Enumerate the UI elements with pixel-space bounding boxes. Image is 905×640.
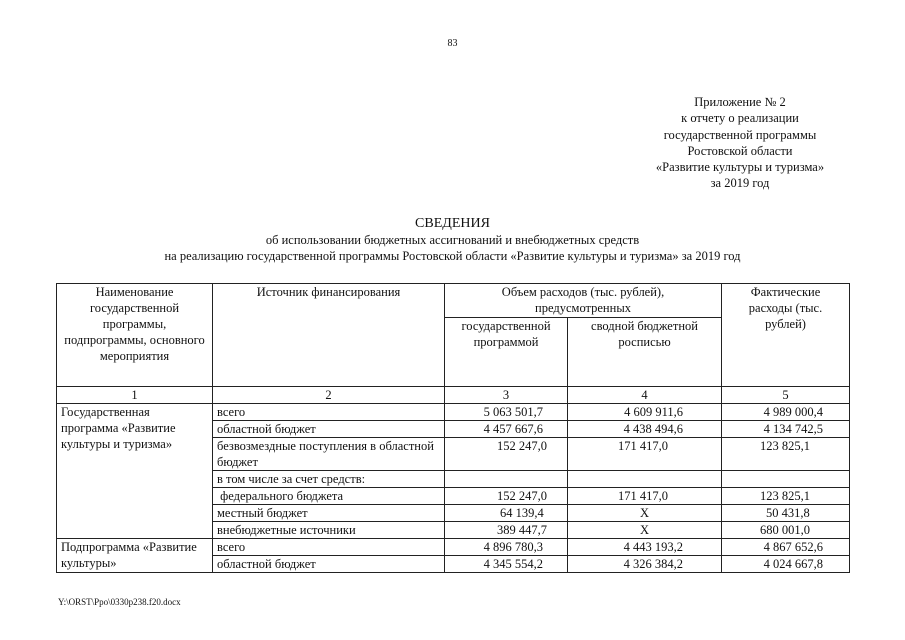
appendix-line: за 2019 год — [710, 176, 770, 191]
gov-program-value: 5 063 501,7 — [445, 404, 568, 421]
source-cell: внебюджетные источники — [213, 522, 445, 539]
actual-value: 4 024 667,8 — [722, 556, 850, 573]
budget-list-value: X — [568, 505, 722, 522]
actual-value: 4 867 652,6 — [722, 539, 850, 556]
source-cell: федерального бюджета — [213, 488, 445, 505]
header-gov-program: государственной программой — [445, 318, 568, 387]
actual-value: 50 431,8 — [722, 505, 850, 522]
actual-value: 680 001,0 — [722, 522, 850, 539]
actual-value — [722, 471, 850, 488]
table-row — [57, 539, 850, 556]
header-source: Источник финансирования — [213, 284, 445, 387]
column-index: 2 — [213, 387, 445, 404]
header-budget-list: сводной бюджетной росписью — [568, 318, 722, 387]
budget-list-value: 4 326 384,2 — [568, 556, 722, 573]
gov-program-value: 152 247,0 — [445, 488, 568, 505]
appendix-line: «Развитие культуры и туризма» — [655, 160, 825, 175]
appendix-line: Ростовской области — [687, 143, 793, 158]
gov-program-value: 152 247,0 — [445, 438, 568, 471]
budget-list-value: 171 417,0 — [568, 488, 722, 505]
gov-program-value — [445, 471, 568, 488]
column-index: 1 — [57, 387, 213, 404]
actual-value: 123 825,1 — [722, 438, 850, 471]
table-row — [57, 404, 850, 421]
source-cell: всего — [213, 404, 445, 421]
heading-line-1: об использовании бюджетных ассигнований и внебюджетных средств — [265, 233, 640, 247]
column-index-row — [57, 387, 850, 404]
source-cell: в том числе за счет средств: — [213, 471, 445, 488]
footer-file-path: Y:\ORST\Ppo\0330p238.f20.docx — [58, 597, 181, 607]
actual-value: 123 825,1 — [722, 488, 850, 505]
budget-list-value: 4 609 911,6 — [568, 404, 722, 421]
appendix-line: к отчету о реализации — [681, 111, 799, 126]
gov-program-value: 64 139,4 — [445, 505, 568, 522]
header-actual: Фактические расходы (тыс. рублей) — [722, 284, 850, 387]
source-cell: безвозмездные поступления в областной бюджет — [213, 438, 445, 471]
header-volume: Объем расходов (тыс. рублей), предусмотренных — [445, 284, 722, 318]
column-index: 4 — [568, 387, 722, 404]
column-index: 3 — [445, 387, 568, 404]
gov-program-value: 4 457 667,6 — [445, 421, 568, 438]
budget-list-value: X — [568, 522, 722, 539]
source-cell: всего — [213, 539, 445, 556]
document-heading — [0, 216, 905, 264]
budget-list-value — [568, 471, 722, 488]
appendix-line: государственной программы — [663, 127, 817, 142]
gov-program-value: 389 447,7 — [445, 522, 568, 539]
column-index: 5 — [722, 387, 850, 404]
expenditure-table — [56, 283, 850, 573]
actual-value: 4 134 742,5 — [722, 421, 850, 438]
actual-value: 4 989 000,4 — [722, 404, 850, 421]
source-cell: областной бюджет — [213, 421, 445, 438]
program-name: Государственная программа «Развитие культуры и туризма» — [57, 404, 213, 539]
appendix-line: Приложение № 2 — [694, 95, 786, 109]
header-row — [57, 284, 850, 318]
budget-list-value: 171 417,0 — [568, 438, 722, 471]
heading-title: СВЕДЕНИЯ — [415, 216, 490, 231]
budget-list-value: 4 443 193,2 — [568, 539, 722, 556]
subprogram-name: Подпрограмма «Развитие культуры» — [57, 539, 213, 573]
appendix-block — [620, 94, 860, 192]
heading-line-2: на реализацию государственной программы Ростовской области «Развитие культуры и туризма» за 2019 год — [164, 249, 741, 263]
source-cell: местный бюджет — [213, 505, 445, 522]
header-name: Наименование государственной программы, подпрограммы, основного мероприятия — [57, 284, 213, 387]
gov-program-value: 4 896 780,3 — [445, 539, 568, 556]
page-number: 83 — [447, 38, 458, 49]
source-cell: областной бюджет — [213, 556, 445, 573]
gov-program-value: 4 345 554,2 — [445, 556, 568, 573]
budget-list-value: 4 438 494,6 — [568, 421, 722, 438]
